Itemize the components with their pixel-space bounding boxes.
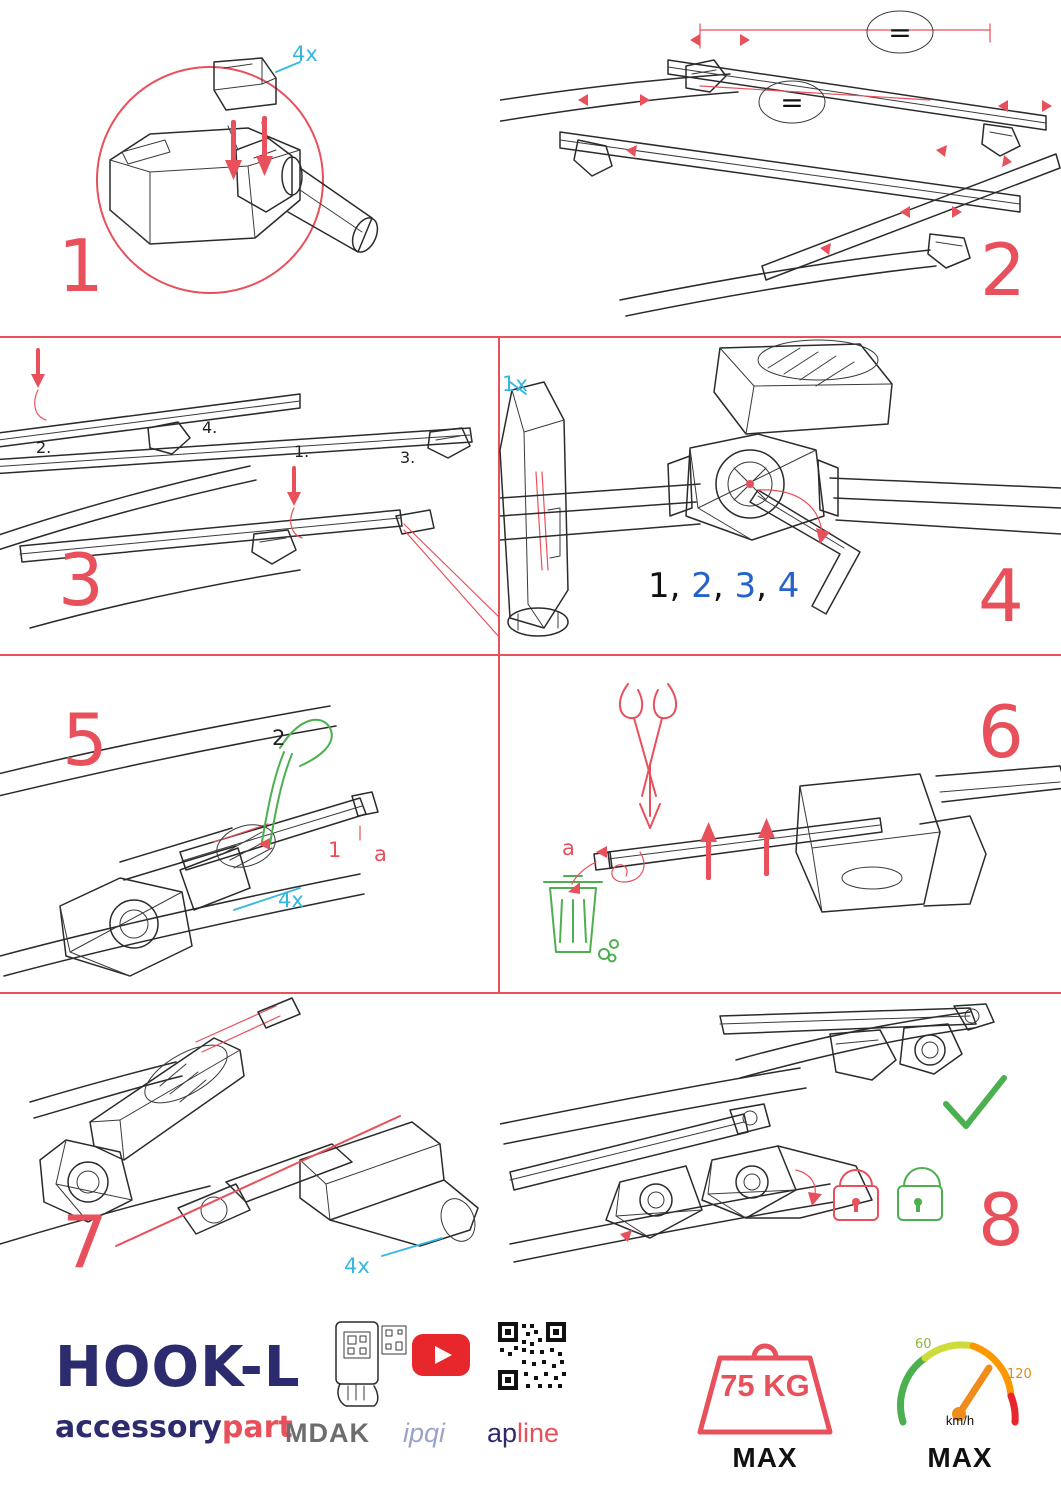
step-3-order-3: 3.	[400, 448, 416, 467]
step-7-quantity-label: 4x	[344, 1254, 370, 1278]
step-5-quantity-label: 4x	[278, 888, 304, 912]
step-6-illustration	[500, 656, 1061, 992]
partner-ipqi: ipqi	[403, 1418, 446, 1448]
step-5-point-a-label: a	[374, 842, 387, 866]
step-3-order-1: 1.	[294, 442, 310, 461]
product-name: HOOK-L	[55, 1335, 301, 1400]
step-1-quantity-label: 4x	[292, 42, 318, 66]
partner-apline	[487, 1418, 559, 1449]
step-3-number: 3	[58, 538, 102, 622]
max-speed-caption: MAX	[927, 1442, 993, 1473]
partner-mdak: MDAK	[285, 1418, 370, 1448]
svg-text:=: =	[888, 16, 912, 49]
apline-prefix: ap	[487, 1418, 518, 1448]
step-5-number: 5	[62, 698, 106, 782]
step-4-panel	[500, 338, 1061, 654]
step-1-number: 1	[58, 224, 102, 308]
svg-text:60: 60	[915, 1337, 932, 1352]
step-4-illustration	[500, 338, 1061, 654]
step-2-panel	[500, 0, 1061, 336]
step-4-tighten-order	[648, 566, 799, 606]
step-3-panel	[0, 338, 498, 654]
max-load-caption: MAX	[732, 1442, 798, 1473]
brand-suffix: part	[221, 1410, 293, 1445]
phone-qr-icon[interactable]	[320, 1320, 410, 1408]
apline-suffix: line	[517, 1418, 560, 1448]
step-6-number: 6	[978, 690, 1022, 774]
step-3-order-4: 4.	[202, 418, 218, 437]
brand-line	[55, 1410, 293, 1445]
qr-code-icon[interactable]	[496, 1320, 568, 1392]
step-8-illustration	[500, 994, 1061, 1300]
svg-text:120: 120	[1007, 1367, 1032, 1382]
step-8-number: 8	[978, 1178, 1022, 1262]
step-3-quantity-label: 1x	[502, 372, 528, 396]
footer	[0, 1300, 1061, 1500]
step-4-order-text: 1, 2, 3, 4	[648, 566, 800, 606]
max-load-value: 75 KG	[720, 1368, 810, 1403]
step-5-dimension-label: 1	[328, 838, 342, 862]
svg-text:=: =	[780, 86, 804, 119]
step-2-illustration	[500, 0, 1061, 336]
step-8-panel	[500, 994, 1061, 1300]
youtube-icon[interactable]	[412, 1334, 470, 1376]
step-5-panel	[0, 656, 498, 992]
step-7-panel	[0, 994, 500, 1300]
brand-prefix: accessory	[55, 1410, 222, 1445]
step-4-number: 4	[978, 554, 1022, 638]
step-7-number: 7	[62, 1200, 106, 1284]
step-2-number: 2	[980, 228, 1024, 312]
speed-unit-label: km/h	[945, 1413, 975, 1428]
step-5-marker-label: 2	[272, 726, 286, 750]
step-3-order-2: 2.	[36, 438, 52, 457]
step-1-panel	[0, 0, 499, 336]
step-6-point-a-label: a	[562, 836, 575, 860]
step-6-panel	[500, 656, 1061, 992]
